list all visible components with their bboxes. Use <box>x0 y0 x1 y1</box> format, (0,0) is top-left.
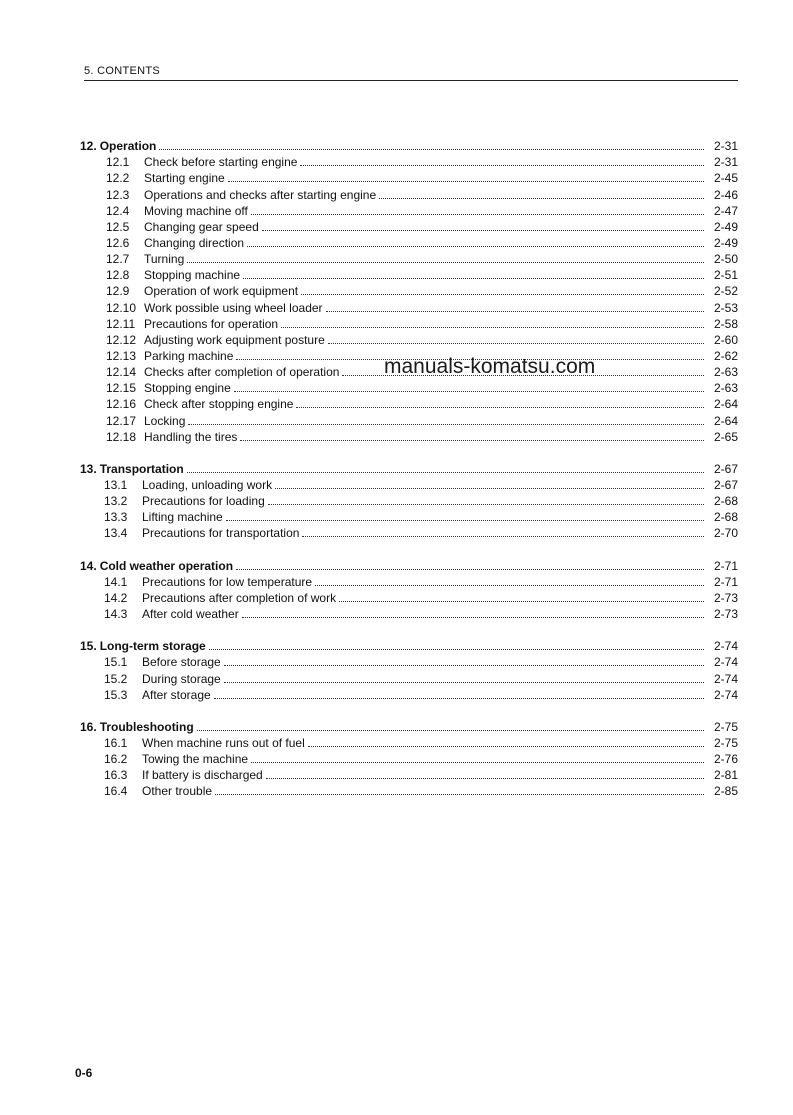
entry-page: 2-74 <box>713 687 738 702</box>
entry-number: 12.16 <box>106 397 137 412</box>
entry-title: Stopping machine <box>144 268 241 283</box>
entry-title: Precautions for loading <box>142 494 265 509</box>
toc-subsection-entry[interactable] <box>106 428 738 444</box>
entry-number: 12.10 <box>106 300 137 315</box>
entry-page: 2-71 <box>713 574 738 589</box>
entry-page: 2-68 <box>713 510 738 525</box>
entry-title: Checks after completion of operation <box>144 365 340 380</box>
entry-title: Turning <box>144 252 185 267</box>
entry-number: 12.5 <box>106 219 130 234</box>
dot-leader <box>302 534 704 537</box>
header-title: 5. CONTENTS <box>84 65 161 77</box>
entry-title: Loading, unloading work <box>142 478 273 492</box>
toc-subsection-entry[interactable] <box>104 589 738 605</box>
entry-page: 2-51 <box>713 268 738 283</box>
entry-title: When machine runs out of fuel <box>142 735 305 750</box>
entry-number: 12.4 <box>106 203 130 218</box>
toc-section-entry[interactable] <box>80 137 738 153</box>
entry-number: 12.11 <box>106 316 136 331</box>
entry-page: 2-65 <box>713 429 738 444</box>
dot-leader <box>379 196 704 199</box>
entry-number: 12.2 <box>106 171 130 186</box>
entry-page: 2-47 <box>713 203 738 218</box>
entry-page: 2-85 <box>713 784 738 799</box>
toc-subsection-entry[interactable] <box>104 766 738 782</box>
entry-number: 13. <box>80 461 97 476</box>
entry-title: Lifting machine <box>142 510 223 525</box>
entry-number: 13.3 <box>104 510 128 525</box>
dot-leader <box>236 567 704 570</box>
entry-title: Changing gear speed <box>144 219 259 234</box>
entry-page: 2-64 <box>713 413 738 428</box>
entry-page: 2-74 <box>713 671 738 686</box>
toc-subsection-entry[interactable] <box>104 653 738 669</box>
entry-page: 2-74 <box>713 655 738 670</box>
entry-number: 15. <box>80 639 97 654</box>
toc-section-entry[interactable] <box>80 637 738 653</box>
entry-page: 2-50 <box>713 252 738 267</box>
entry-page: 2-46 <box>713 187 738 202</box>
entry-title: Handling the tires <box>144 429 238 444</box>
toc-subsection-entry[interactable] <box>104 734 738 750</box>
entry-number: 12.12 <box>106 332 137 347</box>
entry-number: 13.4 <box>104 526 128 541</box>
entry-title: Work possible using wheel loader <box>144 300 323 315</box>
dot-leader <box>215 792 704 795</box>
dot-leader <box>209 647 704 650</box>
entry-page: 2-81 <box>713 768 738 783</box>
toc-subsection-entry[interactable] <box>106 153 738 169</box>
toc-subsection-entry[interactable] <box>104 782 738 798</box>
toc-subsection-entry[interactable] <box>104 573 738 589</box>
dot-leader <box>228 179 704 182</box>
dot-leader <box>251 212 704 215</box>
entry-title: Moving machine off <box>144 203 248 218</box>
entry-page: 2-52 <box>713 284 738 299</box>
toc-subsection-entry[interactable] <box>106 315 738 331</box>
entry-number: 16.4 <box>104 784 128 799</box>
dot-leader <box>226 518 704 521</box>
entry-title: Changing direction <box>144 235 245 250</box>
toc-subsection-entry[interactable] <box>106 331 738 347</box>
entry-number: 15.3 <box>104 687 128 702</box>
entry-page: 2-67 <box>713 461 738 476</box>
dot-leader <box>251 760 704 763</box>
entry-title: Operation <box>99 139 157 153</box>
dot-leader <box>308 744 704 747</box>
dot-leader <box>301 292 704 295</box>
dot-leader <box>234 389 704 392</box>
entry-title: Operations and checks after starting engine <box>144 187 377 202</box>
entry-number: 12.13 <box>106 348 137 363</box>
entry-page: 2-31 <box>713 139 738 153</box>
entry-page: 2-71 <box>713 558 738 573</box>
toc-subsection-entry[interactable] <box>104 670 738 686</box>
dot-leader <box>328 341 704 344</box>
toc-subsection-entry[interactable] <box>106 234 738 250</box>
toc-subsection-entry[interactable] <box>106 412 738 428</box>
entry-page: 2-74 <box>713 639 738 654</box>
watermark: manuals-komatsu.com <box>384 355 596 378</box>
entry-title: Long-term storage <box>99 639 206 654</box>
toc-subsection-entry[interactable] <box>104 686 738 702</box>
toc-subsection-entry[interactable] <box>106 186 738 202</box>
dot-leader <box>224 680 704 683</box>
dot-leader <box>197 728 704 731</box>
dot-leader <box>187 470 704 473</box>
toc-subsection-entry[interactable] <box>106 202 738 218</box>
toc-subsection-entry[interactable] <box>106 299 738 315</box>
toc-subsection-entry[interactable] <box>106 169 738 185</box>
toc-section-entry[interactable] <box>80 718 738 734</box>
entry-number: 12.8 <box>106 268 130 283</box>
entry-title: Check after stopping engine <box>144 397 294 412</box>
toc-section-entry[interactable] <box>80 460 738 476</box>
toc-subsection-entry[interactable] <box>106 395 738 411</box>
toc-subsection-entry[interactable] <box>104 476 738 492</box>
entry-page: 2-75 <box>713 735 738 750</box>
entry-title: Troubleshooting <box>99 719 194 734</box>
entry-page: 2-73 <box>713 590 738 605</box>
entry-page: 2-75 <box>713 719 738 734</box>
toc-subsection-entry[interactable] <box>106 250 738 266</box>
entry-title: During storage <box>142 671 221 686</box>
toc-subsection-entry[interactable] <box>104 524 738 540</box>
dot-leader <box>339 599 704 602</box>
dot-leader <box>159 147 704 150</box>
dot-leader <box>326 309 704 312</box>
toc-subsection-entry[interactable] <box>104 492 738 508</box>
entry-number: 15.1 <box>104 655 128 670</box>
dot-leader <box>262 228 704 231</box>
entry-number: 12.17 <box>106 413 137 428</box>
entry-title: Precautions for transportation <box>142 526 300 541</box>
toc-subsection-entry[interactable] <box>106 266 738 282</box>
dot-leader <box>242 615 704 618</box>
entry-title: Stopping engine <box>144 381 231 396</box>
dot-leader <box>266 776 704 779</box>
dot-leader <box>214 696 704 699</box>
entry-number: 12.6 <box>106 235 130 250</box>
entry-title: Other trouble <box>142 784 213 799</box>
entry-number: 16.2 <box>104 752 128 767</box>
entry-number: 13.1 <box>104 478 128 492</box>
page-number: 0-6 <box>75 1066 93 1080</box>
dot-leader <box>315 583 704 586</box>
entry-page: 2-76 <box>713 752 738 767</box>
entry-number: 12.14 <box>106 365 137 380</box>
toc-subsection-entry[interactable] <box>106 218 738 234</box>
entry-title: Before storage <box>142 655 221 670</box>
entry-number: 13.2 <box>104 494 128 509</box>
dot-leader <box>247 244 704 247</box>
entry-title: Operation of work equipment <box>144 284 299 299</box>
entry-title: Transportation <box>99 461 184 476</box>
entry-page: 2-68 <box>713 494 738 509</box>
dot-leader <box>268 502 704 505</box>
entry-number: 14.2 <box>104 590 128 605</box>
entry-page: 2-45 <box>713 171 738 186</box>
dot-leader <box>296 405 704 408</box>
dot-leader <box>281 325 704 328</box>
entry-title: Check before starting engine <box>144 155 298 170</box>
entry-title: Cold weather operation <box>99 558 234 573</box>
entry-title: Precautions after completion of work <box>142 590 337 605</box>
entry-number: 14.1 <box>104 574 128 589</box>
entry-number: 16.3 <box>104 768 128 783</box>
dot-leader <box>300 163 704 166</box>
entry-number: 12.7 <box>106 252 130 267</box>
dot-leader <box>224 663 704 666</box>
page-header <box>84 63 738 81</box>
entry-title: After storage <box>142 687 211 702</box>
entry-number: 16. <box>80 719 97 734</box>
dot-leader <box>243 276 704 279</box>
entry-page: 2-62 <box>713 348 738 363</box>
entry-page: 2-73 <box>713 607 738 621</box>
entry-title: Locking <box>144 413 186 428</box>
entry-number: 12. <box>80 139 97 153</box>
dot-leader <box>240 438 704 441</box>
entry-page: 2-49 <box>713 219 738 234</box>
entry-title: Adjusting work equipment posture <box>144 332 325 347</box>
dot-leader <box>188 422 704 425</box>
entry-title: Starting engine <box>144 171 225 186</box>
entry-page: 2-64 <box>713 397 738 412</box>
entry-page: 2-49 <box>713 235 738 250</box>
entry-page: 2-67 <box>713 478 738 492</box>
toc-subsection-entry[interactable] <box>106 379 738 395</box>
toc-subsection-entry[interactable] <box>106 282 738 298</box>
entry-number: 15.2 <box>104 671 128 686</box>
entry-number: 14.3 <box>104 607 128 621</box>
entry-number: 14. <box>80 558 97 573</box>
entry-title: If battery is discharged <box>142 768 263 783</box>
toc-subsection-entry[interactable] <box>104 750 738 766</box>
entry-page: 2-70 <box>713 526 738 541</box>
dot-leader <box>275 486 704 489</box>
entry-page: 2-31 <box>713 155 738 170</box>
toc-section-entry[interactable] <box>80 557 738 573</box>
entry-page: 2-63 <box>713 381 738 396</box>
entry-page: 2-58 <box>713 316 738 331</box>
entry-title: Precautions for low temperature <box>142 574 313 589</box>
entry-page: 2-63 <box>713 365 738 380</box>
entry-number: 12.1 <box>106 155 130 170</box>
entry-number: 12.9 <box>106 284 130 299</box>
toc-subsection-entry[interactable] <box>104 508 738 524</box>
entry-number: 12.3 <box>106 187 130 202</box>
entry-title: Parking machine <box>144 348 234 363</box>
entry-title: After cold weather <box>142 607 239 621</box>
entry-page: 2-60 <box>713 332 738 347</box>
entry-number: 12.18 <box>106 429 137 444</box>
dot-leader <box>187 260 704 263</box>
entry-title: Towing the machine <box>142 752 249 767</box>
entry-title: Precautions for operation <box>144 316 279 331</box>
toc-subsection-entry[interactable] <box>104 605 738 621</box>
entry-number: 16.1 <box>104 735 128 750</box>
entry-number: 12.15 <box>106 381 137 396</box>
entry-page: 2-53 <box>713 300 738 315</box>
